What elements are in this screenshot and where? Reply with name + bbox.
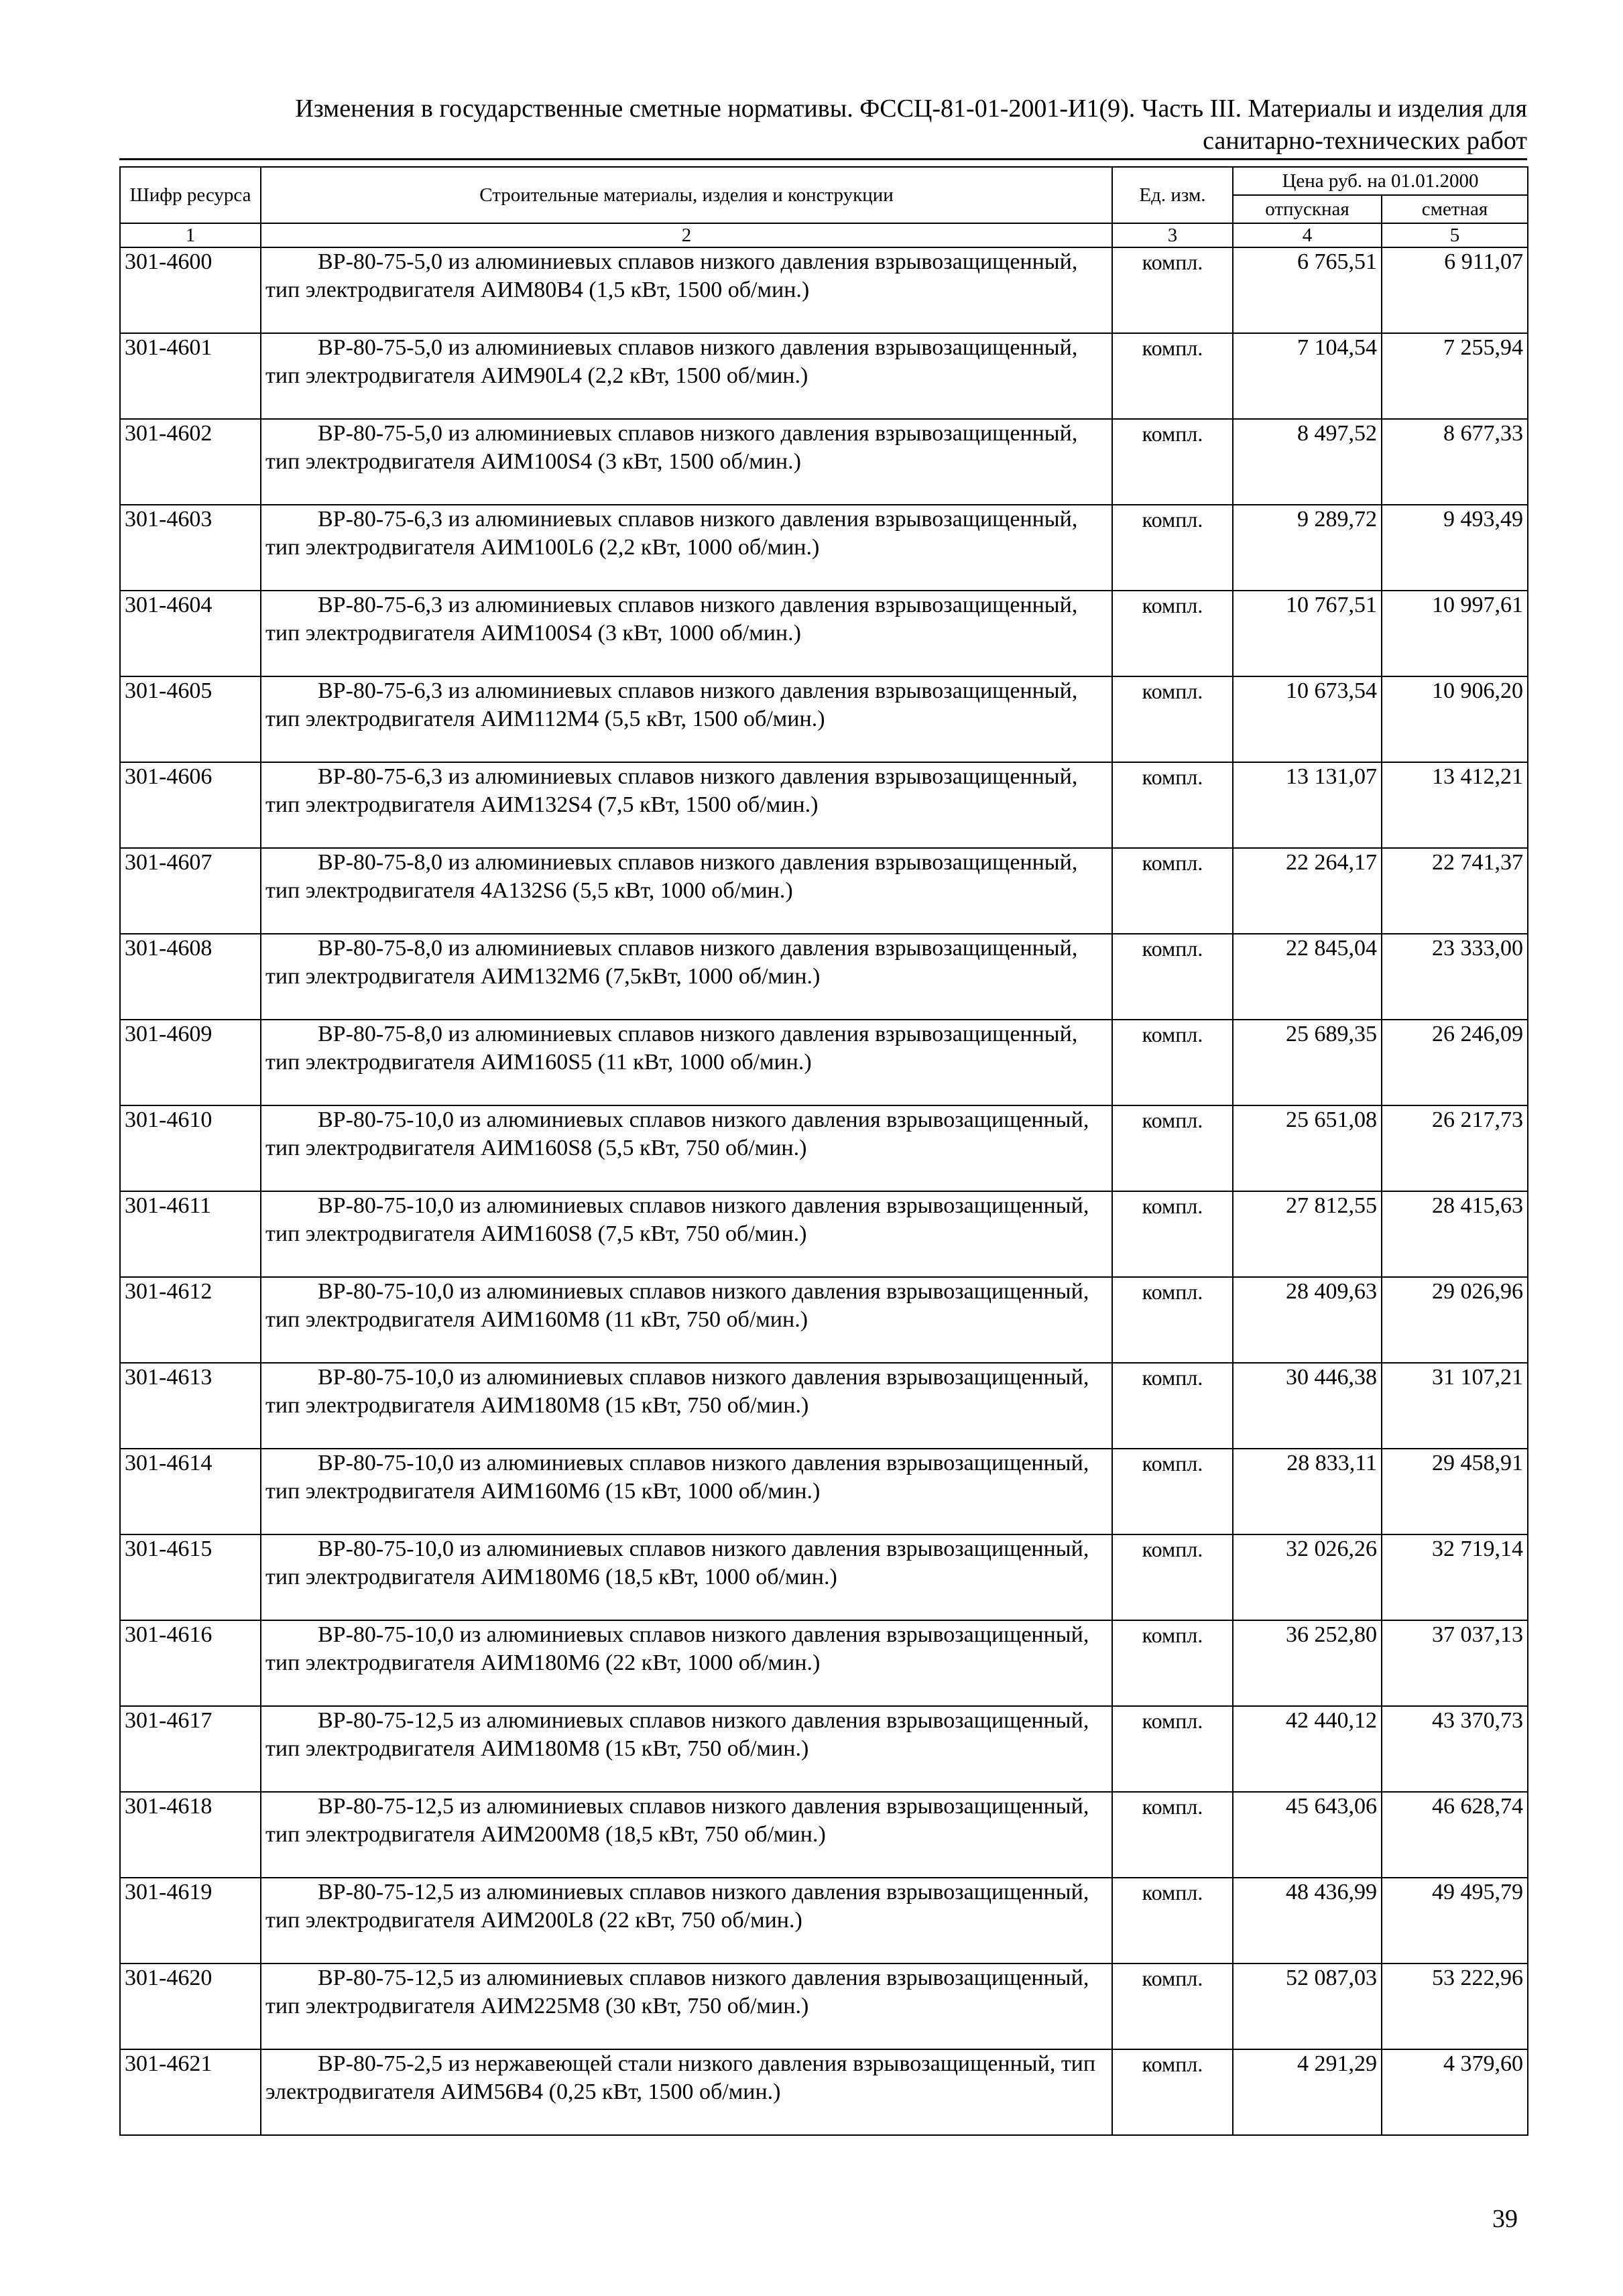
cell-code: 301-4618: [120, 1792, 261, 1878]
cell-estimate-price: 49 495,79: [1382, 1878, 1528, 1963]
cell-release-price: 32 026,26: [1233, 1534, 1382, 1620]
cell-estimate-price: 23 333,00: [1382, 934, 1528, 1020]
table-row: [120, 419, 1528, 505]
header-title-line2: санитарно-технических работ: [1203, 127, 1527, 155]
cell-unit: компл.: [1112, 2049, 1233, 2135]
cell-description: [261, 1878, 1112, 1963]
description-text: ВР-80-75-10,0 из алюминиевых сплавов низкого давления взрывозащищенный, тип электродвигателя АИМ180М6 (18,5 кВт, 1000 об/мин.): [265, 1536, 1089, 1589]
cell-unit: компл.: [1112, 848, 1233, 934]
description-text: ВР-80-75-5,0 из алюминиевых сплавов низкого давления взрывозащищенный, тип электродвигателя АИМ80В4 (1,5 кВт, 1500 об/мин.): [265, 249, 1078, 302]
cell-code: 301-4604: [120, 591, 261, 676]
cell-estimate-price: 22 741,37: [1382, 848, 1528, 934]
cell-code: 301-4606: [120, 762, 261, 848]
cell-estimate-price: 32 719,14: [1382, 1534, 1528, 1620]
description-text: ВР-80-75-8,0 из алюминиевых сплавов низкого давления взрывозащищенный, тип электродвигателя 4А132S6 (5,5 кВт, 1000 об/мин.): [265, 850, 1078, 903]
table-row: [120, 247, 1528, 333]
description-text: ВР-80-75-10,0 из алюминиевых сплавов низкого давления взрывозащищенный, тип электродвигателя АИМ160М8 (11 кВт, 750 об/мин.): [265, 1279, 1089, 1332]
cell-release-price: 7 104,54: [1233, 333, 1382, 419]
table-row: [120, 1706, 1528, 1792]
cell-unit: компл.: [1112, 1706, 1233, 1792]
col-number-4: 4: [1233, 223, 1382, 247]
cell-unit: компл.: [1112, 1792, 1233, 1878]
cell-estimate-price: 37 037,13: [1382, 1620, 1528, 1706]
cell-release-price: 8 497,52: [1233, 419, 1382, 505]
col-header-release-price: отпускная: [1233, 195, 1382, 223]
cell-code: 301-4609: [120, 1020, 261, 1105]
cell-unit: компл.: [1112, 247, 1233, 333]
cell-code: 301-4601: [120, 333, 261, 419]
cell-code: 301-4619: [120, 1878, 261, 1963]
table-row: [120, 1191, 1528, 1277]
header-title-line1: Изменения в государственные сметные нормативы. ФССЦ-81-01-2001-И1(9). Часть III. Материалы и изделия для: [295, 95, 1527, 123]
cell-description: [261, 1963, 1112, 2049]
table-row: [120, 1792, 1528, 1878]
cell-code: 301-4621: [120, 2049, 261, 2135]
cell-unit: компл.: [1112, 1449, 1233, 1534]
header-rule: [119, 158, 1527, 160]
description-text: ВР-80-75-5,0 из алюминиевых сплавов низкого давления взрывозащищенный, тип электродвигателя АИМ100S4 (3 кВт, 1500 об/мин.): [265, 421, 1078, 474]
cell-estimate-price: 26 217,73: [1382, 1105, 1528, 1191]
cell-description: [261, 505, 1112, 591]
description-text: ВР-80-75-10,0 из алюминиевых сплавов низкого давления взрывозащищенный, тип электродвигателя АИМ160М6 (15 кВт, 1000 об/мин.): [265, 1451, 1089, 1504]
cell-description: [261, 247, 1112, 333]
cell-code: 301-4612: [120, 1277, 261, 1363]
cell-estimate-price: 8 677,33: [1382, 419, 1528, 505]
cell-code: 301-4620: [120, 1963, 261, 2049]
cell-description: [261, 934, 1112, 1020]
table-row: [120, 1363, 1528, 1449]
description-text: ВР-80-75-12,5 из алюминиевых сплавов низкого давления взрывозащищенный, тип электродвигателя АИМ225М8 (30 кВт, 750 об/мин.): [265, 1966, 1089, 2018]
description-text: ВР-80-75-10,0 из алюминиевых сплавов низкого давления взрывозащищенный, тип электродвигателя АИМ160S8 (7,5 кВт, 750 об/мин.): [265, 1193, 1089, 1246]
cell-estimate-price: 7 255,94: [1382, 333, 1528, 419]
description-text: ВР-80-75-6,3 из алюминиевых сплавов низкого давления взрывозащищенный, тип электродвигателя АИМ132S4 (7,5 кВт, 1500 об/мин.): [265, 764, 1078, 817]
description-text: ВР-80-75-6,3 из алюминиевых сплавов низкого давления взрывозащищенный, тип электродвигателя АИМ100L6 (2,2 кВт, 1000 об/мин.): [265, 507, 1078, 560]
cell-release-price: 10 767,51: [1233, 591, 1382, 676]
cell-code: 301-4614: [120, 1449, 261, 1534]
cell-unit: компл.: [1112, 676, 1233, 762]
cell-description: [261, 848, 1112, 934]
col-number-3: 3: [1112, 223, 1233, 247]
cell-release-price: 13 131,07: [1233, 762, 1382, 848]
cell-unit: компл.: [1112, 333, 1233, 419]
cell-code: 301-4603: [120, 505, 261, 591]
cell-description: [261, 1191, 1112, 1277]
cell-unit: компл.: [1112, 1020, 1233, 1105]
table-row: [120, 676, 1528, 762]
cell-release-price: 28 409,63: [1233, 1277, 1382, 1363]
cell-estimate-price: 9 493,49: [1382, 505, 1528, 591]
table-row: [120, 1534, 1528, 1620]
description-text: ВР-80-75-5,0 из алюминиевых сплавов низкого давления взрывозащищенный, тип электродвигателя АИМ90L4 (2,2 кВт, 1500 об/мин.): [265, 335, 1078, 388]
table-row: [120, 1105, 1528, 1191]
cell-release-price: 48 436,99: [1233, 1878, 1382, 1963]
cell-description: [261, 676, 1112, 762]
cell-unit: компл.: [1112, 505, 1233, 591]
cell-unit: компл.: [1112, 1363, 1233, 1449]
col-header-price: Цена руб. на 01.01.2000: [1233, 167, 1528, 195]
cell-code: 301-4613: [120, 1363, 261, 1449]
table-body: [120, 247, 1528, 2135]
table-row: [120, 2049, 1528, 2135]
col-header-code: Шифр ресурса: [120, 167, 261, 223]
cell-code: 301-4605: [120, 676, 261, 762]
cell-description: [261, 591, 1112, 676]
cell-estimate-price: 31 107,21: [1382, 1363, 1528, 1449]
col-header-estimate-price: сметная: [1382, 195, 1528, 223]
cell-release-price: 25 651,08: [1233, 1105, 1382, 1191]
cell-estimate-price: 53 222,96: [1382, 1963, 1528, 2049]
cell-description: [261, 762, 1112, 848]
cell-estimate-price: 29 026,96: [1382, 1277, 1528, 1363]
table-row: [120, 848, 1528, 934]
cell-description: [261, 1449, 1112, 1534]
cell-unit: компл.: [1112, 1963, 1233, 2049]
description-text: ВР-80-75-12,5 из алюминиевых сплавов низкого давления взрывозащищенный, тип электродвигателя АИМ200М8 (18,5 кВт, 750 об/мин.): [265, 1794, 1089, 1847]
cell-code: 301-4616: [120, 1620, 261, 1706]
cell-release-price: 28 833,11: [1233, 1449, 1382, 1534]
cell-release-price: 30 446,38: [1233, 1363, 1382, 1449]
cell-release-price: 9 289,72: [1233, 505, 1382, 591]
table-row: [120, 1449, 1528, 1534]
cell-code: 301-4607: [120, 848, 261, 934]
cell-unit: компл.: [1112, 762, 1233, 848]
description-text: ВР-80-75-6,3 из алюминиевых сплавов низкого давления взрывозащищенный, тип электродвигателя АИМ112М4 (5,5 кВт, 1500 об/мин.): [265, 678, 1078, 731]
cell-code: 301-4611: [120, 1191, 261, 1277]
cell-unit: компл.: [1112, 934, 1233, 1020]
cell-release-price: 27 812,55: [1233, 1191, 1382, 1277]
cell-code: 301-4615: [120, 1534, 261, 1620]
cell-unit: компл.: [1112, 419, 1233, 505]
cell-estimate-price: 4 379,60: [1382, 2049, 1528, 2135]
cell-code: 301-4600: [120, 247, 261, 333]
description-text: ВР-80-75-10,0 из алюминиевых сплавов низкого давления взрывозащищенный, тип электродвигателя АИМ180М6 (22 кВт, 1000 об/мин.): [265, 1622, 1089, 1675]
cell-estimate-price: 13 412,21: [1382, 762, 1528, 848]
table-row: [120, 1620, 1528, 1706]
table-row: [120, 934, 1528, 1020]
page-header: [119, 93, 1527, 157]
cell-estimate-price: 26 246,09: [1382, 1020, 1528, 1105]
cell-description: [261, 333, 1112, 419]
cell-description: [261, 1620, 1112, 1706]
cell-description: [261, 1020, 1112, 1105]
cell-unit: компл.: [1112, 1277, 1233, 1363]
table-row: [120, 1878, 1528, 1963]
cell-release-price: 45 643,06: [1233, 1792, 1382, 1878]
page-number: 39: [1492, 2205, 1518, 2233]
price-table: [119, 166, 1528, 2136]
cell-release-price: 52 087,03: [1233, 1963, 1382, 2049]
cell-description: [261, 1792, 1112, 1878]
description-text: ВР-80-75-10,0 из алюминиевых сплавов низкого давления взрывозащищенный, тип электродвигателя АИМ160S8 (5,5 кВт, 750 об/мин.): [265, 1107, 1089, 1160]
cell-release-price: 6 765,51: [1233, 247, 1382, 333]
table-row: [120, 1020, 1528, 1105]
cell-release-price: 10 673,54: [1233, 676, 1382, 762]
cell-description: [261, 2049, 1112, 2135]
cell-estimate-price: 10 997,61: [1382, 591, 1528, 676]
table-row: [120, 762, 1528, 848]
cell-description: [261, 419, 1112, 505]
col-header-description: Строительные материалы, изделия и конструкции: [261, 167, 1112, 223]
col-number-1: 1: [120, 223, 261, 247]
description-text: ВР-80-75-6,3 из алюминиевых сплавов низкого давления взрывозащищенный, тип электродвигателя АИМ100S4 (3 кВт, 1000 об/мин.): [265, 593, 1078, 646]
cell-release-price: 22 845,04: [1233, 934, 1382, 1020]
col-number-5: 5: [1382, 223, 1528, 247]
cell-description: [261, 1105, 1112, 1191]
cell-release-price: 36 252,80: [1233, 1620, 1382, 1706]
cell-unit: компл.: [1112, 1534, 1233, 1620]
cell-estimate-price: 46 628,74: [1382, 1792, 1528, 1878]
description-text: ВР-80-75-8,0 из алюминиевых сплавов низкого давления взрывозащищенный, тип электродвигателя АИМ132М6 (7,5кВт, 1000 об/мин.): [265, 936, 1078, 989]
description-text: ВР-80-75-12,5 из алюминиевых сплавов низкого давления взрывозащищенный, тип электродвигателя АИМ180М8 (15 кВт, 750 об/мин.): [265, 1708, 1089, 1761]
cell-code: 301-4602: [120, 419, 261, 505]
cell-description: [261, 1706, 1112, 1792]
cell-unit: компл.: [1112, 1191, 1233, 1277]
cell-estimate-price: 43 370,73: [1382, 1706, 1528, 1792]
cell-unit: компл.: [1112, 1878, 1233, 1963]
cell-release-price: 42 440,12: [1233, 1706, 1382, 1792]
cell-code: 301-4617: [120, 1706, 261, 1792]
cell-estimate-price: 29 458,91: [1382, 1449, 1528, 1534]
cell-release-price: 22 264,17: [1233, 848, 1382, 934]
cell-estimate-price: 10 906,20: [1382, 676, 1528, 762]
cell-release-price: 4 291,29: [1233, 2049, 1382, 2135]
description-text: ВР-80-75-8,0 из алюминиевых сплавов низкого давления взрывозащищенный, тип электродвигателя АИМ160S5 (11 кВт, 1000 об/мин.): [265, 1022, 1078, 1075]
table-row: [120, 591, 1528, 676]
cell-estimate-price: 28 415,63: [1382, 1191, 1528, 1277]
table-row: [120, 1277, 1528, 1363]
col-header-unit: Ед. изм.: [1112, 167, 1233, 223]
cell-estimate-price: 6 911,07: [1382, 247, 1528, 333]
cell-unit: компл.: [1112, 1105, 1233, 1191]
cell-description: [261, 1363, 1112, 1449]
cell-unit: компл.: [1112, 591, 1233, 676]
cell-unit: компл.: [1112, 1620, 1233, 1706]
col-number-2: 2: [261, 223, 1112, 247]
cell-code: 301-4608: [120, 934, 261, 1020]
cell-description: [261, 1534, 1112, 1620]
cell-description: [261, 1277, 1112, 1363]
description-text: ВР-80-75-12,5 из алюминиевых сплавов низкого давления взрывозащищенный, тип электродвигателя АИМ200L8 (22 кВт, 750 об/мин.): [265, 1880, 1089, 1933]
table-row: [120, 505, 1528, 591]
description-text: ВР-80-75-2,5 из нержавеющей стали низкого давления взрывозащищенный, тип электродвигателя АИМ56В4 (0,25 кВт, 1500 об/мин.): [265, 2051, 1096, 2104]
cell-code: 301-4610: [120, 1105, 261, 1191]
description-text: ВР-80-75-10,0 из алюминиевых сплавов низкого давления взрывозащищенный, тип электродвигателя АИМ180М8 (15 кВт, 750 об/мин.): [265, 1365, 1089, 1418]
cell-release-price: 25 689,35: [1233, 1020, 1382, 1105]
table-row: [120, 333, 1528, 419]
table-row: [120, 1963, 1528, 2049]
